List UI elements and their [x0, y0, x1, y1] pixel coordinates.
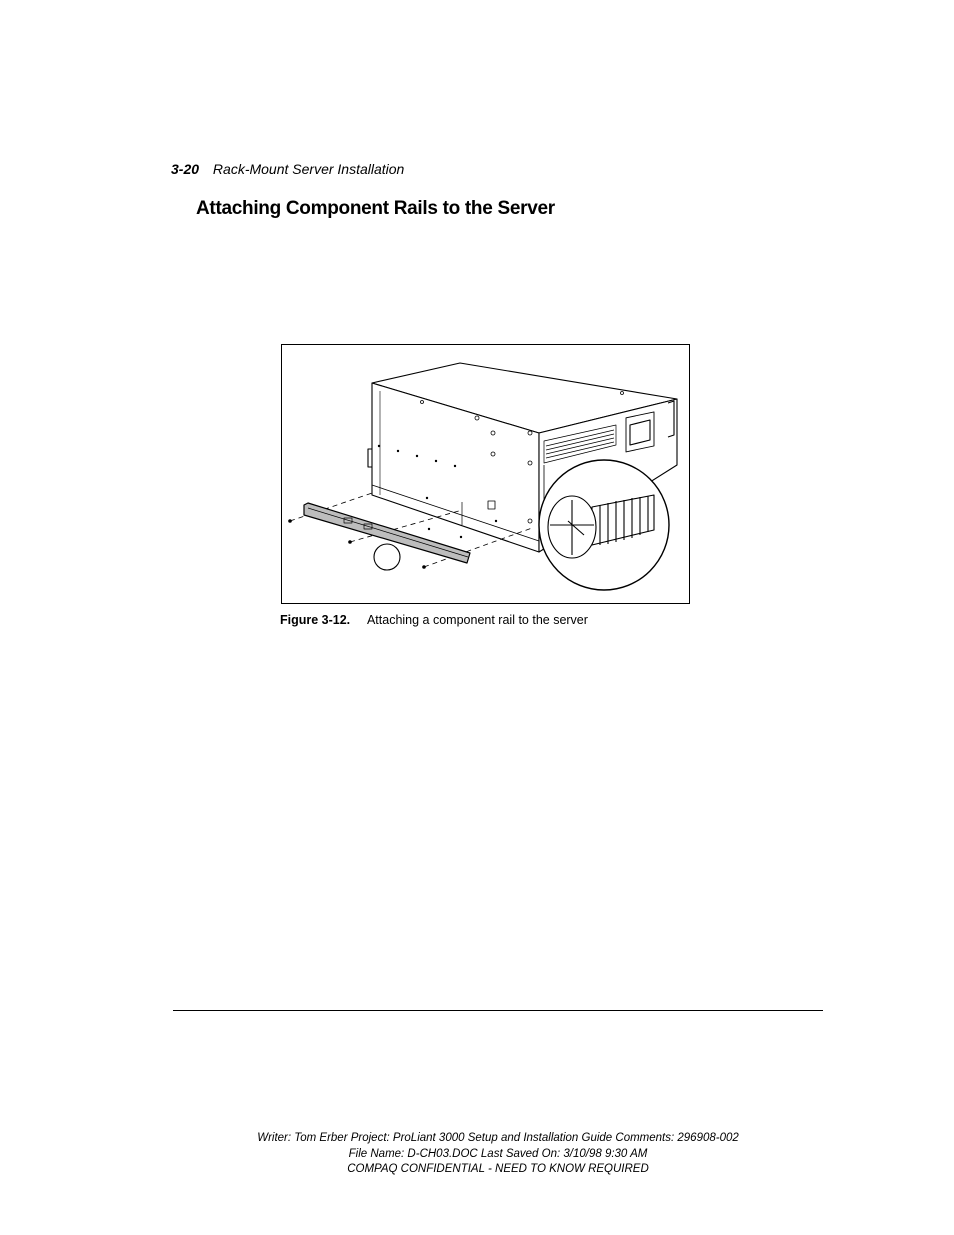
footer-line-confidential: COMPAQ CONFIDENTIAL - NEED TO KNOW REQUIRED	[347, 1163, 649, 1175]
footer-line-writer: Writer: Tom Erber Project: ProLiant 3000 Setup and Installation Guide Comments: 296908-002	[257, 1132, 739, 1144]
callout-circle	[374, 544, 400, 570]
server-rail-illustration	[282, 345, 689, 603]
running-head	[171, 161, 404, 177]
page-footer	[173, 1131, 823, 1178]
page-number: 3-20	[171, 161, 200, 177]
figure-frame	[281, 344, 690, 604]
chapter-title: Rack-Mount Server Installation	[212, 161, 405, 177]
figure-caption-label: Figure 3-12.	[280, 613, 351, 627]
section-title: Attaching Component Rails to the Server	[196, 198, 555, 219]
footer-line-file: File Name: D-CH03.DOC Last Saved On: 3/10/98 9:30 AM	[348, 1147, 648, 1160]
footer-rule	[173, 1010, 823, 1011]
figure-caption	[280, 613, 588, 627]
figure-caption-text: Attaching a component rail to the server	[366, 613, 588, 627]
